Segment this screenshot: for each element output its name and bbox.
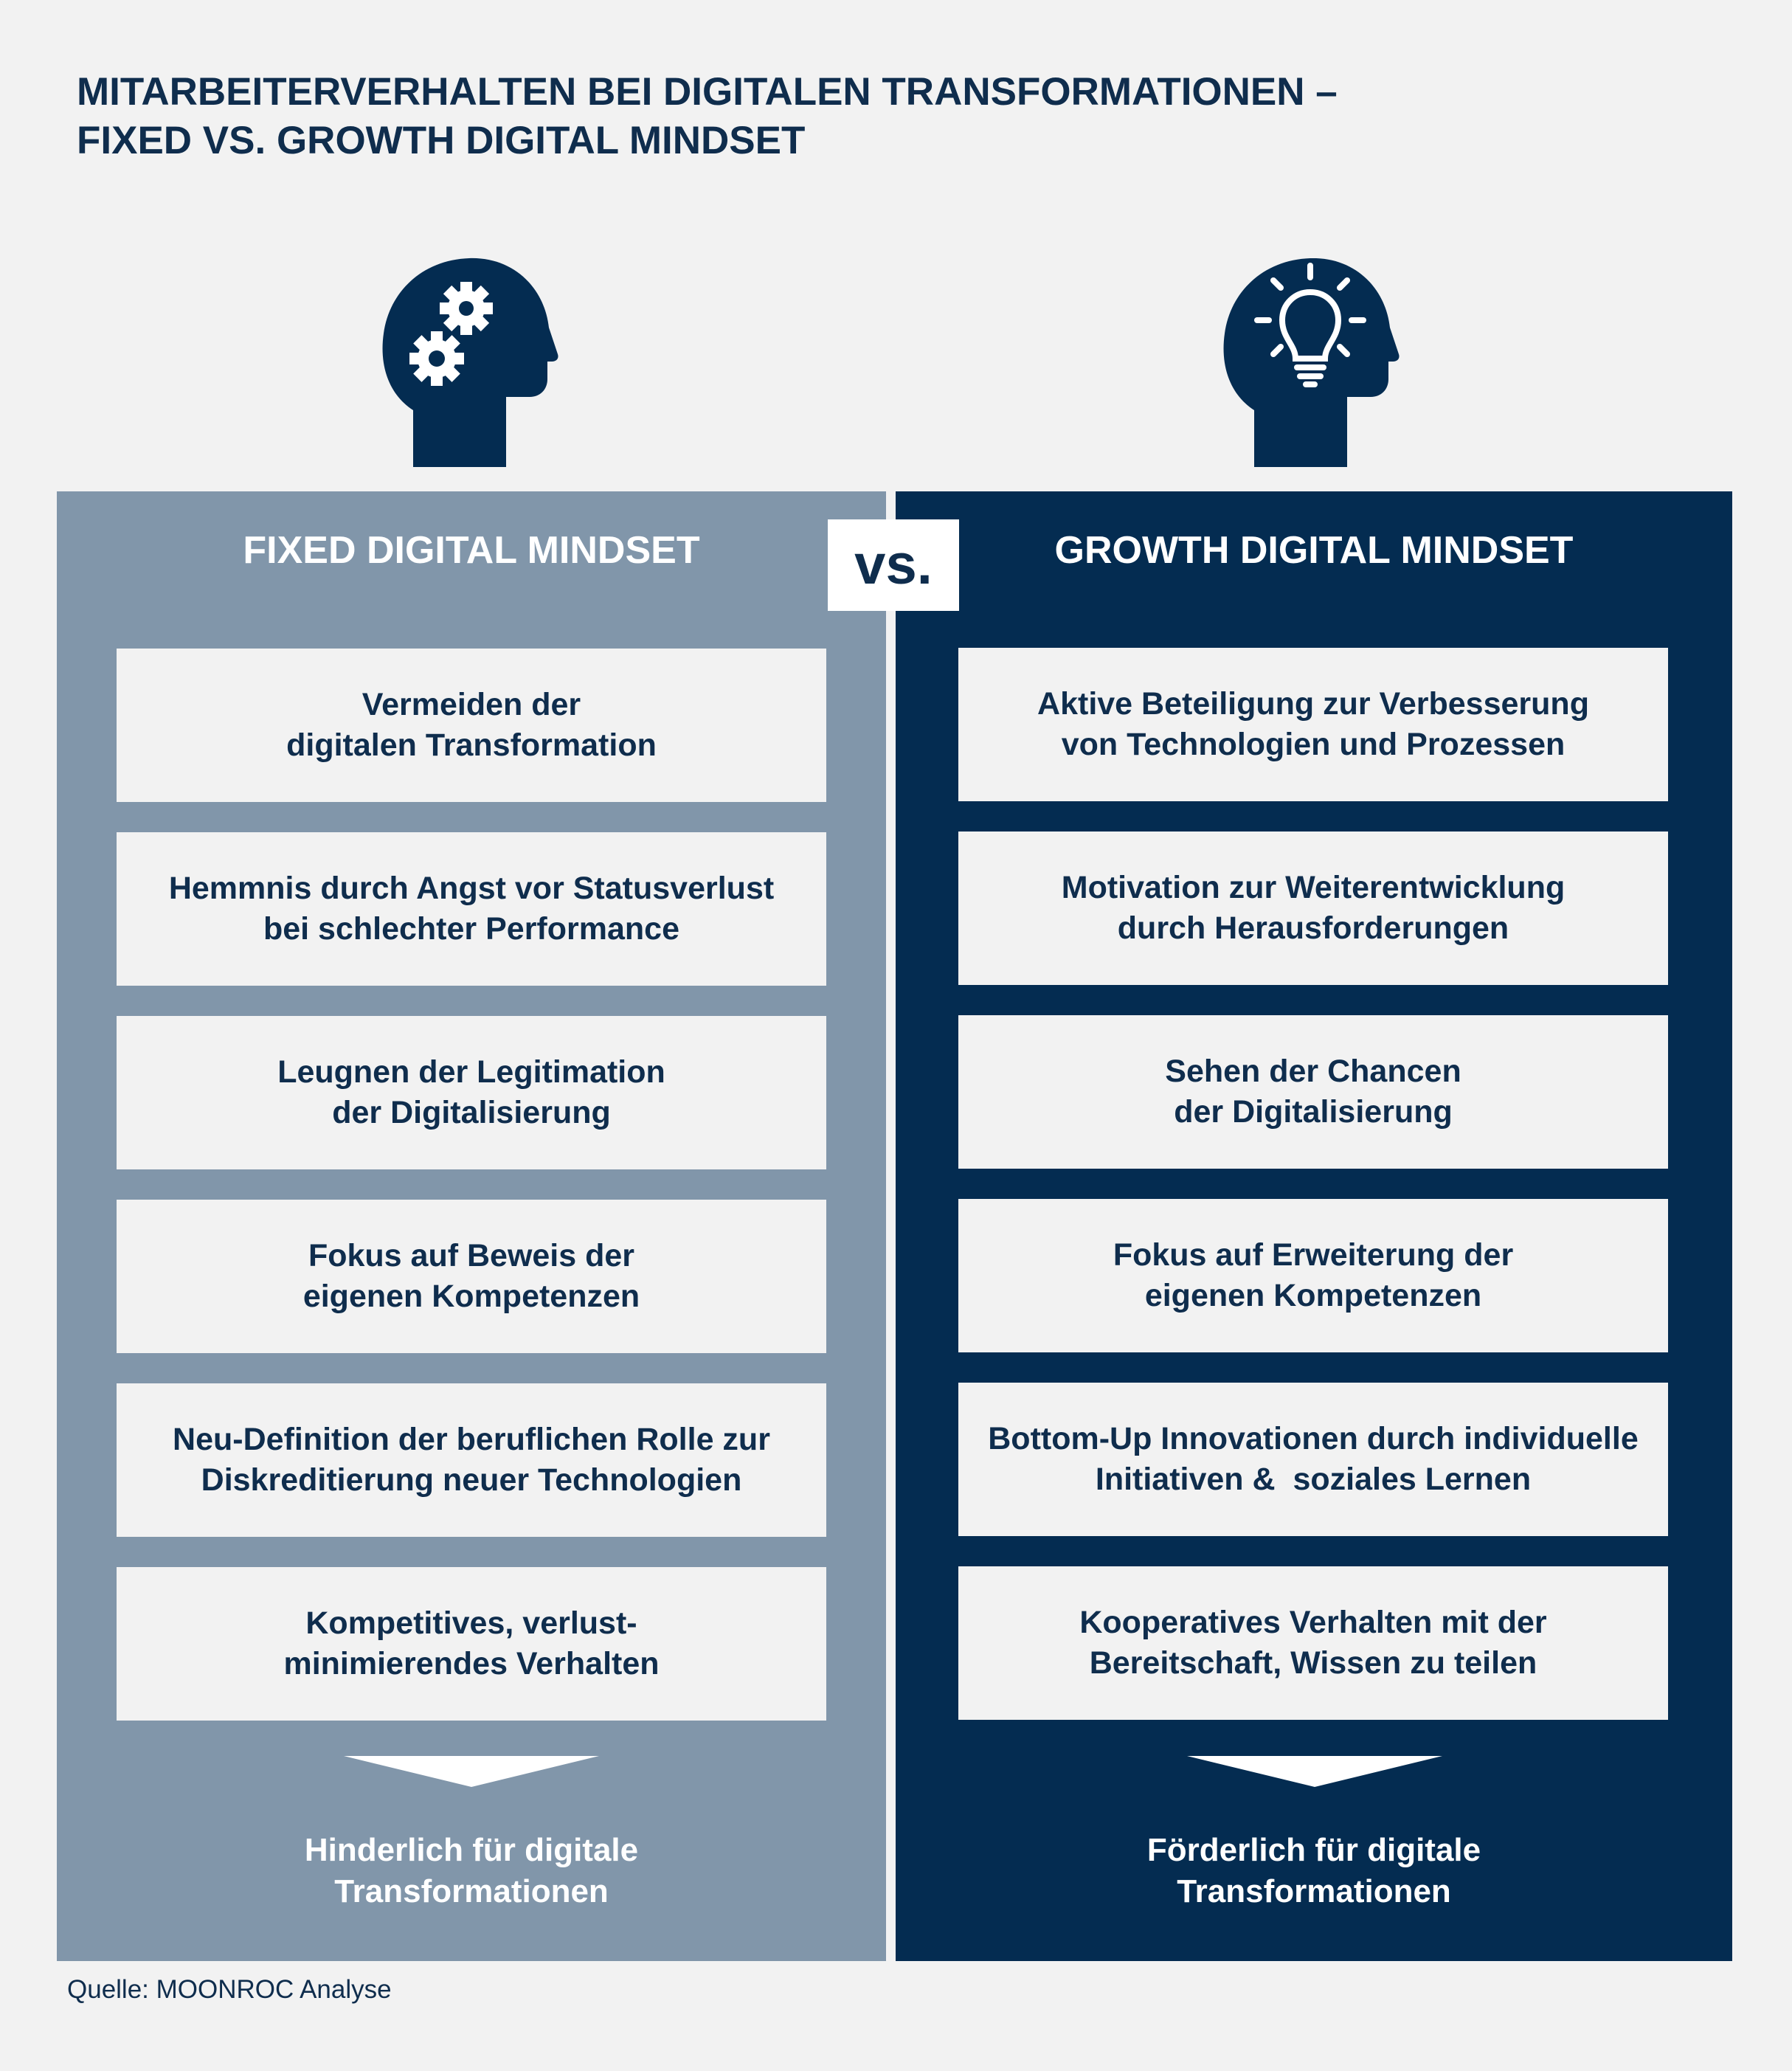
growth-conclusion-line: Transformationen — [1177, 1873, 1451, 1909]
fixed-item-line: Kompetitives, verlust- — [305, 1605, 637, 1641]
fixed-item-line: der Digitalisierung — [332, 1095, 611, 1130]
growth-mindset-heading: GROWTH DIGITAL MINDSET — [1054, 529, 1574, 572]
fixed-item-line: Neu-Definition der beruflichen Rolle zur — [173, 1422, 770, 1457]
growth-item-card — [958, 831, 1668, 985]
growth-item-line: Bottom-Up Innovationen durch individuelle — [988, 1421, 1639, 1456]
growth-item-line: von Technologien und Prozessen — [1061, 727, 1566, 762]
fixed-item-line: bei schlechter Performance — [263, 911, 679, 947]
fixed-item-card — [117, 649, 826, 802]
growth-item-card — [958, 1015, 1668, 1169]
growth-item-line: der Digitalisierung — [1174, 1094, 1453, 1130]
growth-item-line: Bereitschaft, Wissen zu teilen — [1089, 1645, 1537, 1681]
source-note: Quelle: MOONROC Analyse — [67, 1975, 392, 2004]
fixed-item-line: Fokus auf Beweis der — [308, 1238, 635, 1273]
page-title-line-2: FIXED VS. GROWTH DIGITAL MINDSET — [77, 119, 806, 162]
growth-item-card — [958, 1383, 1668, 1536]
growth-mindset-panel — [896, 491, 1732, 1961]
growth-item-card — [958, 1199, 1668, 1352]
page-title — [77, 68, 1700, 165]
growth-item-card — [958, 1566, 1668, 1720]
fixed-item-card — [117, 1567, 826, 1721]
growth-item-line: Kooperatives Verhalten mit der — [1079, 1605, 1547, 1640]
down-arrow-icon — [344, 1756, 599, 1787]
growth-item-line: Aktive Beteiligung zur Verbesserung — [1037, 686, 1589, 722]
growth-item-card — [958, 648, 1668, 801]
fixed-item-line: digitalen Transformation — [286, 727, 657, 763]
growth-item-line: eigenen Kompetenzen — [1144, 1278, 1482, 1313]
growth-conclusion — [896, 1830, 1732, 1912]
head-with-lightbulb-icon — [1223, 258, 1400, 467]
head-with-gears-icon — [382, 257, 559, 467]
fixed-item-line: Vermeiden der — [361, 687, 581, 722]
fixed-item-card — [117, 832, 826, 986]
fixed-conclusion-line: Hinderlich für digitale — [304, 1832, 639, 1868]
growth-item-line: Motivation zur Weiterentwicklung — [1061, 870, 1566, 905]
fixed-conclusion — [57, 1830, 886, 1912]
fixed-item-line: Diskreditierung neuer Technologien — [201, 1462, 742, 1498]
fixed-item-line: minimierendes Verhalten — [283, 1646, 660, 1681]
page-title-line-1: MITARBEITERVERHALTEN BEI DIGITALEN TRANSFORMATIONEN – — [77, 70, 1338, 114]
fixed-item-line: eigenen Kompetenzen — [302, 1279, 640, 1314]
vs-badge: vs. — [828, 519, 959, 611]
fixed-mindset-heading: FIXED DIGITAL MINDSET — [243, 529, 700, 572]
fixed-item-card — [117, 1200, 826, 1353]
fixed-conclusion-line: Transformationen — [334, 1873, 609, 1909]
fixed-item-line: Leugnen der Legitimation — [277, 1054, 665, 1090]
down-arrow-icon — [1187, 1756, 1442, 1787]
fixed-mindset-panel — [57, 491, 886, 1961]
growth-item-line: durch Herausforderungen — [1117, 910, 1509, 946]
growth-item-line: Sehen der Chancen — [1165, 1054, 1461, 1089]
growth-conclusion-line: Förderlich für digitale — [1146, 1832, 1481, 1868]
fixed-item-line: Hemmnis durch Angst vor Statusverlust — [168, 871, 775, 906]
growth-item-line: Fokus auf Erweiterung der — [1113, 1237, 1514, 1273]
fixed-item-card — [117, 1016, 826, 1169]
growth-item-line: Initiativen & soziales Lernen — [1095, 1462, 1532, 1497]
fixed-item-card — [117, 1383, 826, 1537]
